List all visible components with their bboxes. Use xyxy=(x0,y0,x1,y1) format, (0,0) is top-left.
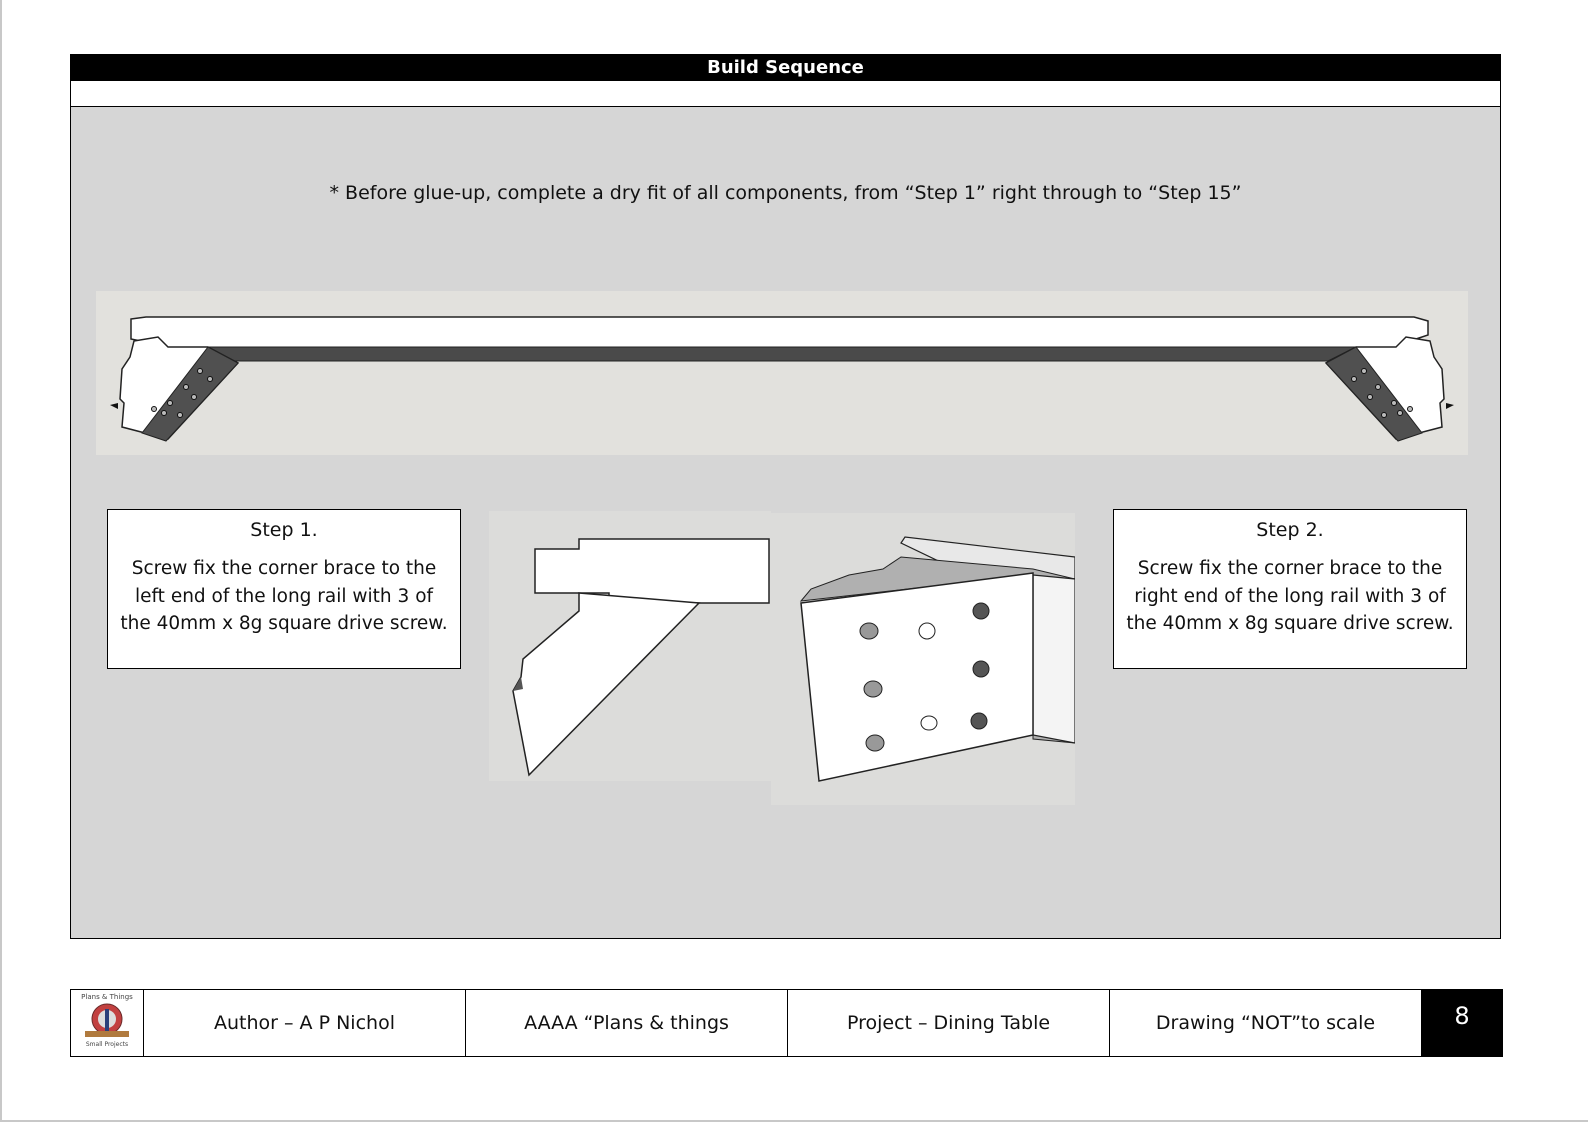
scale-note-cell: Drawing “NOT”to scale xyxy=(1110,990,1422,1056)
step-title: Step 1. xyxy=(250,519,318,541)
step-1-box xyxy=(107,509,461,669)
step-title: Step 2. xyxy=(1256,519,1324,541)
logo-caption: Small Projects xyxy=(85,1041,129,1048)
author-cell: Author – A P Nichol xyxy=(144,990,466,1056)
step-instructions: Screw fix the corner brace to the right end of the long rail with 3 of the 40mm x 8g square drive screw. xyxy=(1126,558,1454,634)
long-rail-illustration xyxy=(96,291,1468,455)
joint-detail-screws-illustration xyxy=(771,513,1075,805)
project-cell: Project – Dining Table xyxy=(788,990,1110,1056)
subtitle-bar xyxy=(70,81,1501,107)
drawing-panel xyxy=(70,106,1501,939)
joint-detail-side-illustration xyxy=(489,511,771,781)
step-instructions: Screw fix the corner brace to the left end of the long rail with 3 of the 40mm x 8g square drive screw. xyxy=(120,558,448,634)
company-logo xyxy=(71,990,144,1056)
page-title: Build Sequence xyxy=(70,54,1501,81)
title-block xyxy=(70,989,1503,1057)
page-number: 8 xyxy=(1422,990,1502,1056)
page-border xyxy=(0,0,2,1122)
logo-caption: Plans & Things xyxy=(81,993,133,1001)
logo-badge-icon xyxy=(79,1001,135,1041)
dry-fit-note: * Before glue-up, complete a dry fit of all components, from “Step 1” right through to “Step 15” xyxy=(329,182,1242,204)
step-2-box xyxy=(1113,509,1467,669)
company-cell: AAAA “Plans & things xyxy=(466,990,788,1056)
